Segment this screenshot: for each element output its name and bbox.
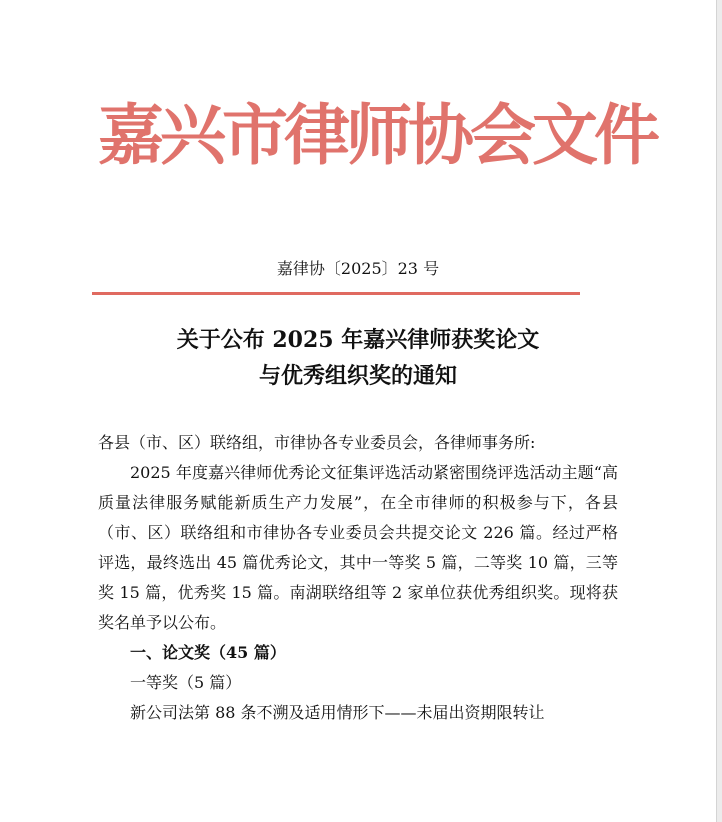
body-paragraph: 2025 年度嘉兴律师优秀论文征集评选活动紧密围绕评选活动主题“高质量法律服务赋能新质生产力发展”，在全市律师的积极参与下，各县（市、区）联络组和市律协各专业委员会共提交论文 226 篇。经过严格评选，最终选出 45 篇优秀论文，其中一等奖 5 篇，二等奖 10 篇，三等奖 15 篇，优秀奖 15 篇。南湖联络组等 2 家单位获优秀组织奖。现将获奖名单予以公布。 — [98, 463, 618, 632]
section-heading: 一、论文奖（45 篇） — [130, 643, 286, 662]
notice-title-line-2: 与优秀组织奖的通知 — [258, 363, 457, 389]
red-divider-line — [92, 292, 580, 295]
notice-title — [0, 322, 716, 394]
salutation: 各县（市、区）联络组，市律协各专业委员会，各律师事务所: — [98, 433, 536, 452]
notice-body — [98, 428, 618, 728]
notice-title-line-1: 关于公布 2025 年嘉兴律师获奖论文 — [176, 327, 540, 353]
issuer-header-title: 嘉兴市律师协会文件 — [98, 97, 656, 174]
document-number: 嘉律协〔2025〕23 号 — [276, 259, 440, 278]
subsection-heading: 一等奖（5 篇） — [130, 673, 242, 692]
award-item: 新公司法第 88 条不溯及适用情形下——未届出资期限转让 — [130, 703, 545, 722]
